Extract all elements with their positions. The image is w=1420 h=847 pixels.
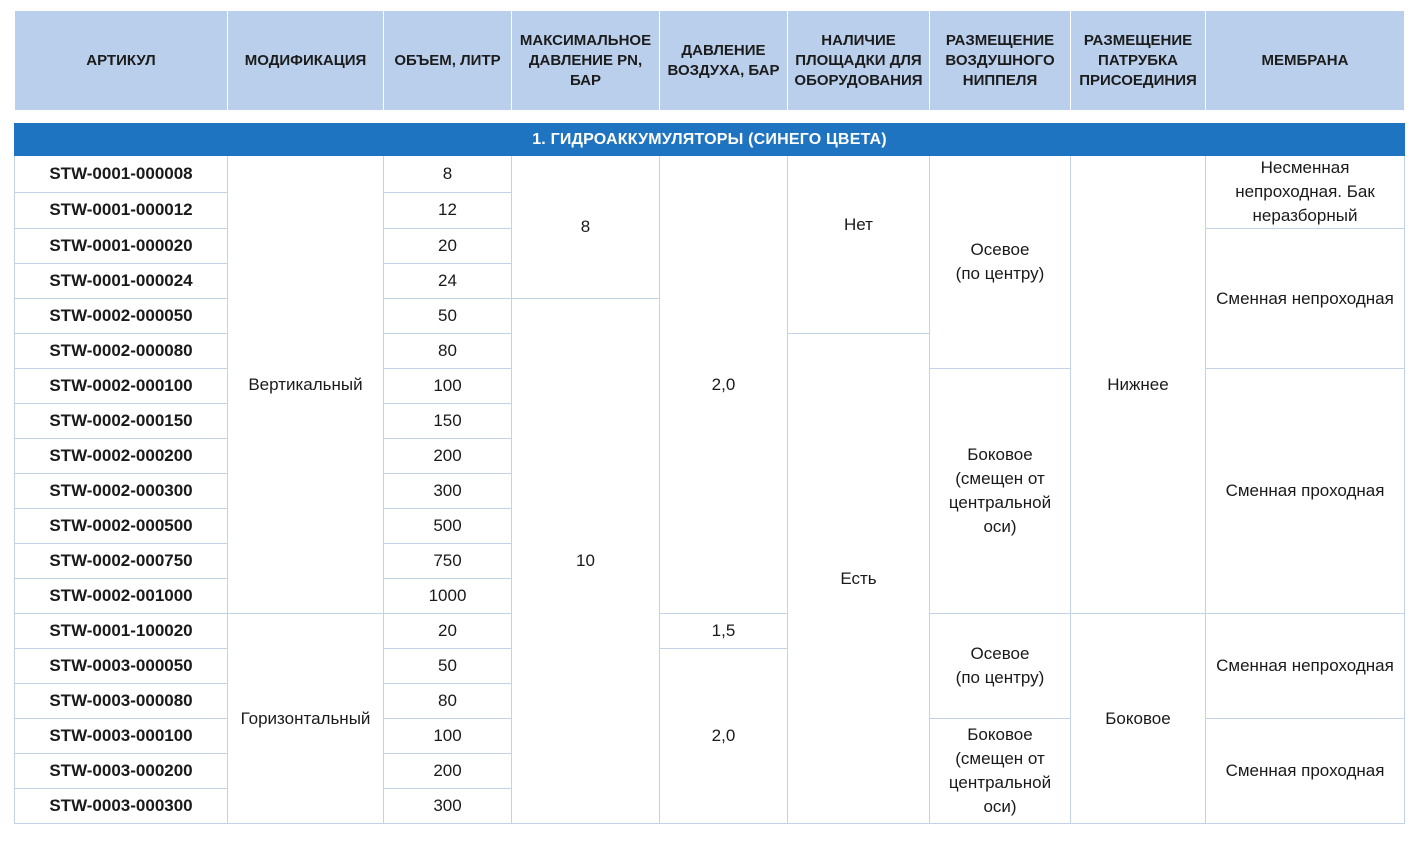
volume-cell: 24 bbox=[384, 264, 512, 299]
membrane-line: непроходная. Бак bbox=[1235, 182, 1375, 201]
volume-cell: 150 bbox=[384, 404, 512, 439]
volume-cell: 1000 bbox=[384, 579, 512, 614]
membrane-line: неразборный bbox=[1252, 206, 1358, 225]
air-pressure-cell: 2,0 bbox=[660, 649, 788, 824]
connection-cell: Нижнее bbox=[1071, 156, 1206, 614]
sku-cell: STW-0001-000020 bbox=[15, 229, 228, 264]
nipple-line: центральной bbox=[948, 493, 1052, 512]
membrane-cell: Сменная непроходная bbox=[1206, 614, 1405, 719]
volume-cell: 750 bbox=[384, 544, 512, 579]
nipple-line: (смещен от bbox=[955, 469, 1045, 488]
platform-value: Нет bbox=[844, 214, 873, 234]
nipple-line: (по центру) bbox=[955, 264, 1045, 283]
pn-cell: 8 bbox=[512, 156, 660, 299]
header-connection: РАЗМЕЩЕНИЕ ПАТРУБКА ПРИСОЕДИНИЯ bbox=[1071, 11, 1206, 111]
nipple-line: (смещен от bbox=[955, 749, 1045, 768]
volume-cell: 80 bbox=[384, 684, 512, 719]
nipple-cell bbox=[930, 614, 1071, 719]
sku-cell: STW-0002-000050 bbox=[15, 299, 228, 334]
air-pressure-cell: 1,5 bbox=[660, 614, 788, 649]
nipple-line: Осевое bbox=[970, 644, 1030, 663]
volume-cell: 8 bbox=[384, 156, 512, 193]
volume-cell: 50 bbox=[384, 649, 512, 684]
volume-cell: 200 bbox=[384, 439, 512, 474]
spec-table bbox=[14, 10, 1405, 824]
membrane-cell: Сменная непроходная bbox=[1206, 229, 1405, 369]
sku-cell: STW-0001-000024 bbox=[15, 264, 228, 299]
pn-cell: 10 bbox=[512, 299, 660, 824]
modification-cell: Вертикальный bbox=[228, 156, 384, 614]
header-sku: АРТИКУЛ bbox=[15, 11, 228, 111]
volume-cell: 50 bbox=[384, 299, 512, 334]
nipple-cell bbox=[930, 369, 1071, 614]
volume-cell: 20 bbox=[384, 229, 512, 264]
nipple-line: Боковое bbox=[967, 725, 1033, 744]
sku-cell: STW-0002-000080 bbox=[15, 334, 228, 369]
header-volume: ОБЪЕМ, ЛИТР bbox=[384, 11, 512, 111]
volume-cell: 100 bbox=[384, 719, 512, 754]
nipple-cell bbox=[930, 156, 1071, 369]
sku-cell: STW-0003-000300 bbox=[15, 789, 228, 824]
sku-cell: STW-0001-100020 bbox=[15, 614, 228, 649]
membrane-cell: Сменная проходная bbox=[1206, 719, 1405, 824]
volume-cell: 500 bbox=[384, 509, 512, 544]
nipple-line: оси) bbox=[983, 517, 1017, 536]
volume-cell: 12 bbox=[384, 192, 512, 229]
header-air-pressure: ДАВЛЕНИЕ ВОЗДУХА, БАР bbox=[660, 11, 788, 111]
platform-cell bbox=[788, 156, 930, 334]
sku-cell: STW-0001-000012 bbox=[15, 192, 228, 229]
volume-cell: 200 bbox=[384, 754, 512, 789]
header-modification: МОДИФИКАЦИЯ bbox=[228, 11, 384, 111]
volume-cell: 80 bbox=[384, 334, 512, 369]
nipple-line: оси) bbox=[983, 797, 1017, 816]
spacer-row bbox=[15, 111, 1405, 124]
sku-cell: STW-0003-000050 bbox=[15, 649, 228, 684]
sku-cell: STW-0002-000200 bbox=[15, 439, 228, 474]
sku-cell: STW-0002-001000 bbox=[15, 579, 228, 614]
spacer-cell bbox=[15, 111, 1405, 124]
sku-cell: STW-0003-000200 bbox=[15, 754, 228, 789]
sku-cell: STW-0002-000500 bbox=[15, 509, 228, 544]
table-row bbox=[15, 156, 1405, 193]
sku-cell: STW-0002-000150 bbox=[15, 404, 228, 439]
nipple-line: Боковое bbox=[967, 445, 1033, 464]
header-platform: НАЛИЧИЕ ПЛОЩАДКИ ДЛЯ ОБОРУДОВАНИЯ bbox=[788, 11, 930, 111]
nipple-line: (по центру) bbox=[955, 668, 1045, 687]
table-row bbox=[15, 614, 1405, 649]
section-title: 1. ГИДРОАККУМУЛЯТОРЫ (СИНЕГО ЦВЕТА) bbox=[15, 124, 1405, 156]
sku-cell: STW-0002-000300 bbox=[15, 474, 228, 509]
sku-cell: STW-0002-000100 bbox=[15, 369, 228, 404]
volume-cell: 20 bbox=[384, 614, 512, 649]
header-membrane: МЕМБРАНА bbox=[1206, 11, 1405, 111]
nipple-line: Осевое bbox=[970, 240, 1030, 259]
volume-cell: 300 bbox=[384, 789, 512, 824]
sku-cell: STW-0003-000100 bbox=[15, 719, 228, 754]
sku-cell: STW-0003-000080 bbox=[15, 684, 228, 719]
sku-cell: STW-0002-000750 bbox=[15, 544, 228, 579]
platform-cell: Есть bbox=[788, 334, 930, 824]
connection-cell: Боковое bbox=[1071, 614, 1206, 824]
nipple-line: центральной bbox=[948, 773, 1052, 792]
volume-cell: 300 bbox=[384, 474, 512, 509]
volume-cell: 100 bbox=[384, 369, 512, 404]
sku-cell: STW-0001-000008 bbox=[15, 156, 228, 193]
membrane-cell: Сменная проходная bbox=[1206, 369, 1405, 614]
header-max-pressure: МАКСИМАЛЬНОЕ ДАВЛЕНИЕ PN, БАР bbox=[512, 11, 660, 111]
section-row bbox=[15, 124, 1405, 156]
nipple-cell bbox=[930, 719, 1071, 824]
membrane-line: Несменная bbox=[1260, 158, 1350, 177]
membrane-cell bbox=[1206, 156, 1405, 229]
modification-cell: Горизонтальный bbox=[228, 614, 384, 824]
air-pressure-cell: 2,0 bbox=[660, 156, 788, 614]
header-air-nipple: РАЗМЕЩЕНИЕ ВОЗДУШНОГО НИППЕЛЯ bbox=[930, 11, 1071, 111]
header-row bbox=[15, 11, 1405, 111]
